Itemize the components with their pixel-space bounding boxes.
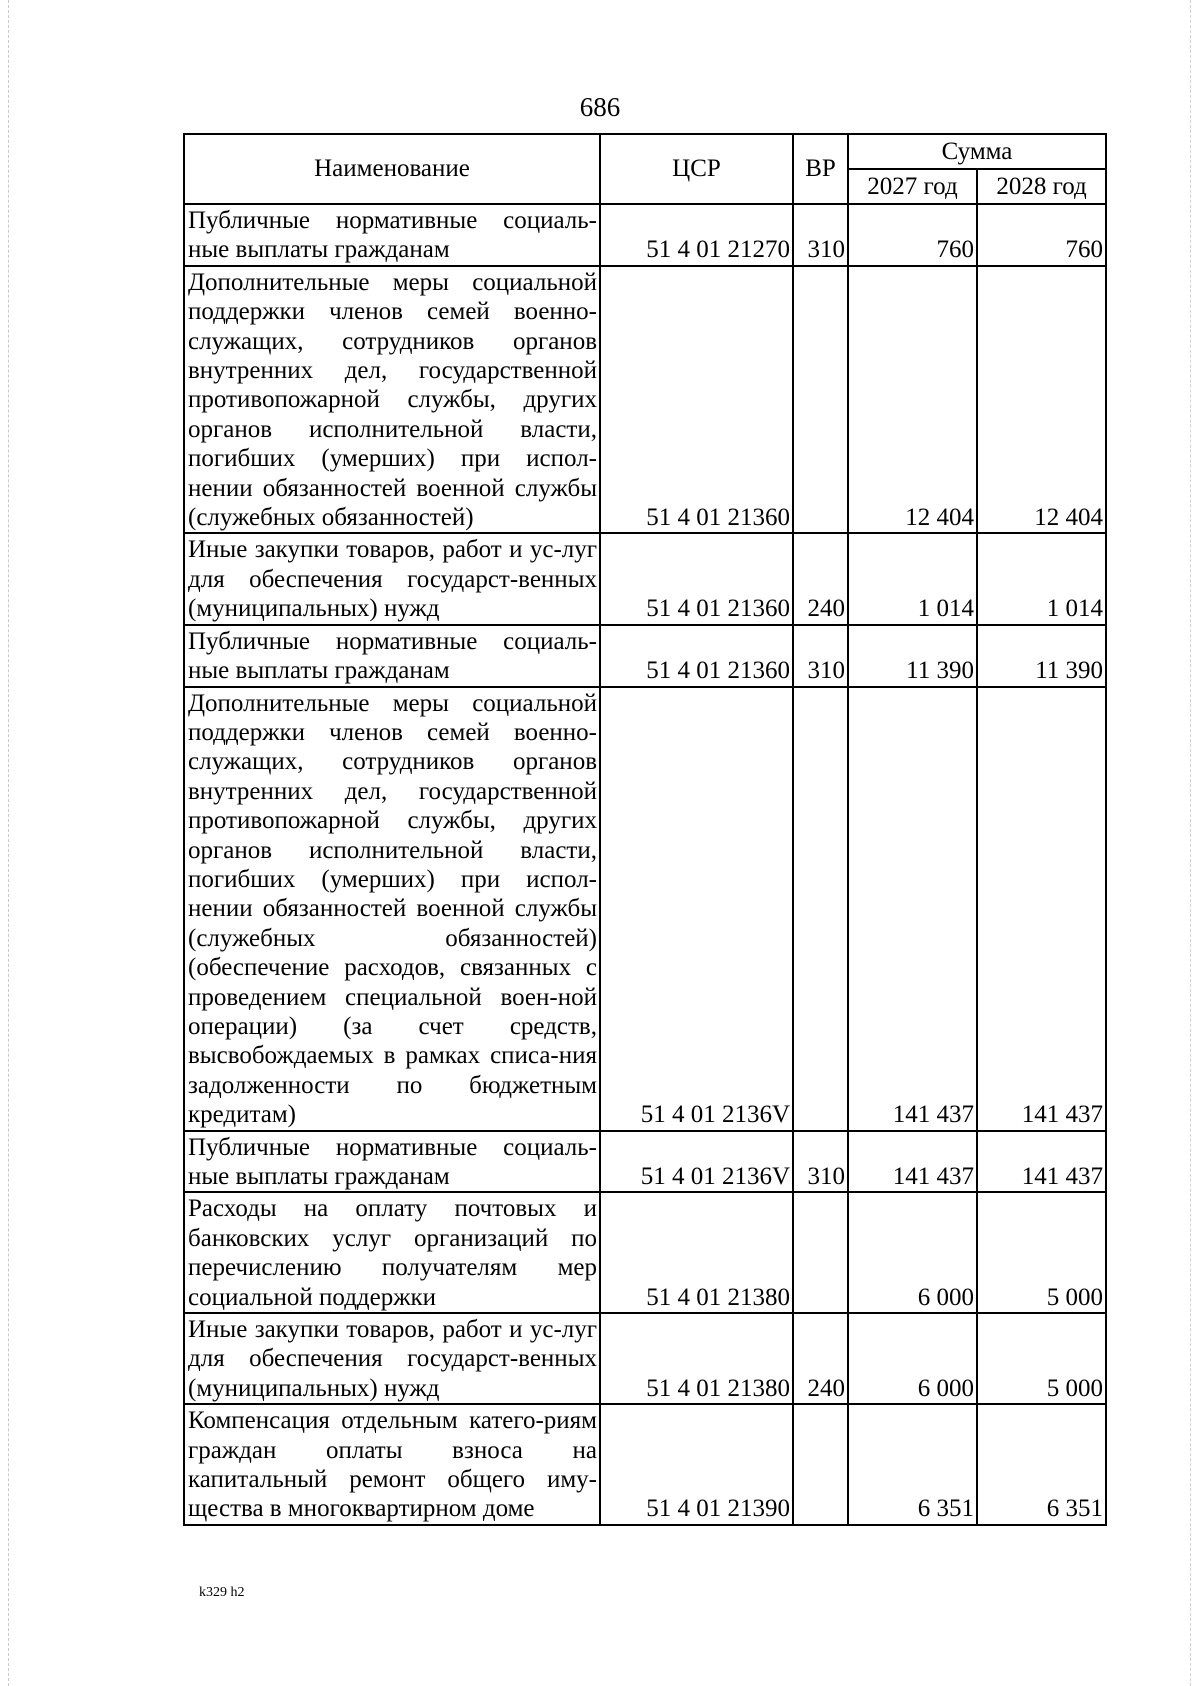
table-row [184,266,1106,534]
row-sum-2027-cell: 6 000 [848,1192,977,1313]
scan-edge-right [1190,0,1192,1686]
row-name-cell: Компенсация отдельным катего-риям граждан оплаты взноса на капитальный ремонт общего иму-щества в многоквартирном доме [184,1404,600,1525]
footer-code: k329 h2 [199,1585,245,1600]
row-sum-2027-cell: 6 000 [848,1313,977,1404]
row-csr-cell: 51 4 01 21390 [600,1404,793,1525]
row-name-cell: Публичные нормативные социаль-ные выплаты гражданам [184,625,600,687]
row-vr-cell: 310 [793,1131,848,1193]
row-sum-2028-cell: 1 014 [977,533,1106,624]
row-sum-2028-cell: 5 000 [977,1192,1106,1313]
scan-edge-left [8,0,10,1686]
row-vr-cell: 310 [793,204,848,266]
row-sum-2027-cell: 11 390 [848,625,977,687]
row-vr-cell [793,1192,848,1313]
header-sum: Сумма [848,134,1106,169]
table-body [184,204,1106,1525]
table-row [184,687,1106,1131]
row-csr-cell: 51 4 01 21380 [600,1313,793,1404]
header-name: Наименование [184,134,600,204]
row-sum-2027-cell: 12 404 [848,266,977,534]
header-csr: ЦСР [600,134,793,204]
row-vr-cell: 310 [793,625,848,687]
row-csr-cell: 51 4 01 21360 [600,533,793,624]
row-csr-cell: 51 4 01 21360 [600,625,793,687]
table-row [184,1131,1106,1193]
row-name-cell: Иные закупки товаров, работ и ус-луг для обеспечения государст-венных (муниципальных) нужд [184,533,600,624]
row-sum-2028-cell: 141 437 [977,1131,1106,1193]
budget-table-container [183,133,1105,1526]
row-sum-2027-cell: 760 [848,204,977,266]
row-sum-2028-cell: 11 390 [977,625,1106,687]
row-vr-cell [793,1404,848,1525]
row-name-cell: Публичные нормативные социаль-ные выплаты гражданам [184,1131,600,1193]
row-name-cell: Иные закупки товаров, работ и ус-луг для обеспечения государст-венных (муниципальных) нужд [184,1313,600,1404]
header-vr: ВР [793,134,848,204]
row-sum-2027-cell: 141 437 [848,687,977,1131]
table-row [184,1404,1106,1525]
row-sum-2028-cell: 141 437 [977,687,1106,1131]
row-name-cell: Дополнительные меры социальной поддержки членов семей военно-служащих, сотрудников органов внутренних дел, государственной противопожарной службы, других органов исполнительной власти, погибших (умерших) при испол-нении обязанностей военной службы (служебных обязанностей) [184,266,600,534]
row-vr-cell: 240 [793,1313,848,1404]
row-sum-2027-cell: 1 014 [848,533,977,624]
row-sum-2028-cell: 12 404 [977,266,1106,534]
row-vr-cell [793,266,848,534]
row-vr-cell [793,687,848,1131]
header-year-2028: 2028 год [977,169,1106,204]
row-name-cell: Публичные нормативные социаль-ные выплаты гражданам [184,204,600,266]
table-row [184,1192,1106,1313]
page-number: 686 [579,92,621,122]
row-csr-cell: 51 4 01 21270 [600,204,793,266]
header-row-1 [184,134,1106,169]
header-year-2027: 2027 год [848,169,977,204]
table-row [184,1313,1106,1404]
row-csr-cell: 51 4 01 2136V [600,1131,793,1193]
row-name-cell: Расходы на оплату почтовых и банковских услуг организаций по перечислению получателям мер социальной поддержки [184,1192,600,1313]
budget-table [183,133,1107,1526]
table-row [184,533,1106,624]
row-sum-2028-cell: 760 [977,204,1106,266]
row-csr-cell: 51 4 01 21360 [600,266,793,534]
row-name-cell: Дополнительные меры социальной поддержки членов семей военно-служащих, сотрудников органов внутренних дел, государственной противопожарной службы, других органов исполнительной власти, погибших (умерших) при испол-нении обязанностей военной службы (служебных обязанностей) (обеспечение расходов, связанных с проведением специальной воен-ной операции) (за счет средств, высвобождаемых в рамках списа-ния задолженности по бюджетным кредитам) [184,687,600,1131]
table-row [184,204,1106,266]
table-row [184,625,1106,687]
row-csr-cell: 51 4 01 21380 [600,1192,793,1313]
row-csr-cell: 51 4 01 2136V [600,687,793,1131]
row-sum-2028-cell: 6 351 [977,1404,1106,1525]
row-sum-2028-cell: 5 000 [977,1313,1106,1404]
row-vr-cell: 240 [793,533,848,624]
row-sum-2027-cell: 6 351 [848,1404,977,1525]
row-sum-2027-cell: 141 437 [848,1131,977,1193]
